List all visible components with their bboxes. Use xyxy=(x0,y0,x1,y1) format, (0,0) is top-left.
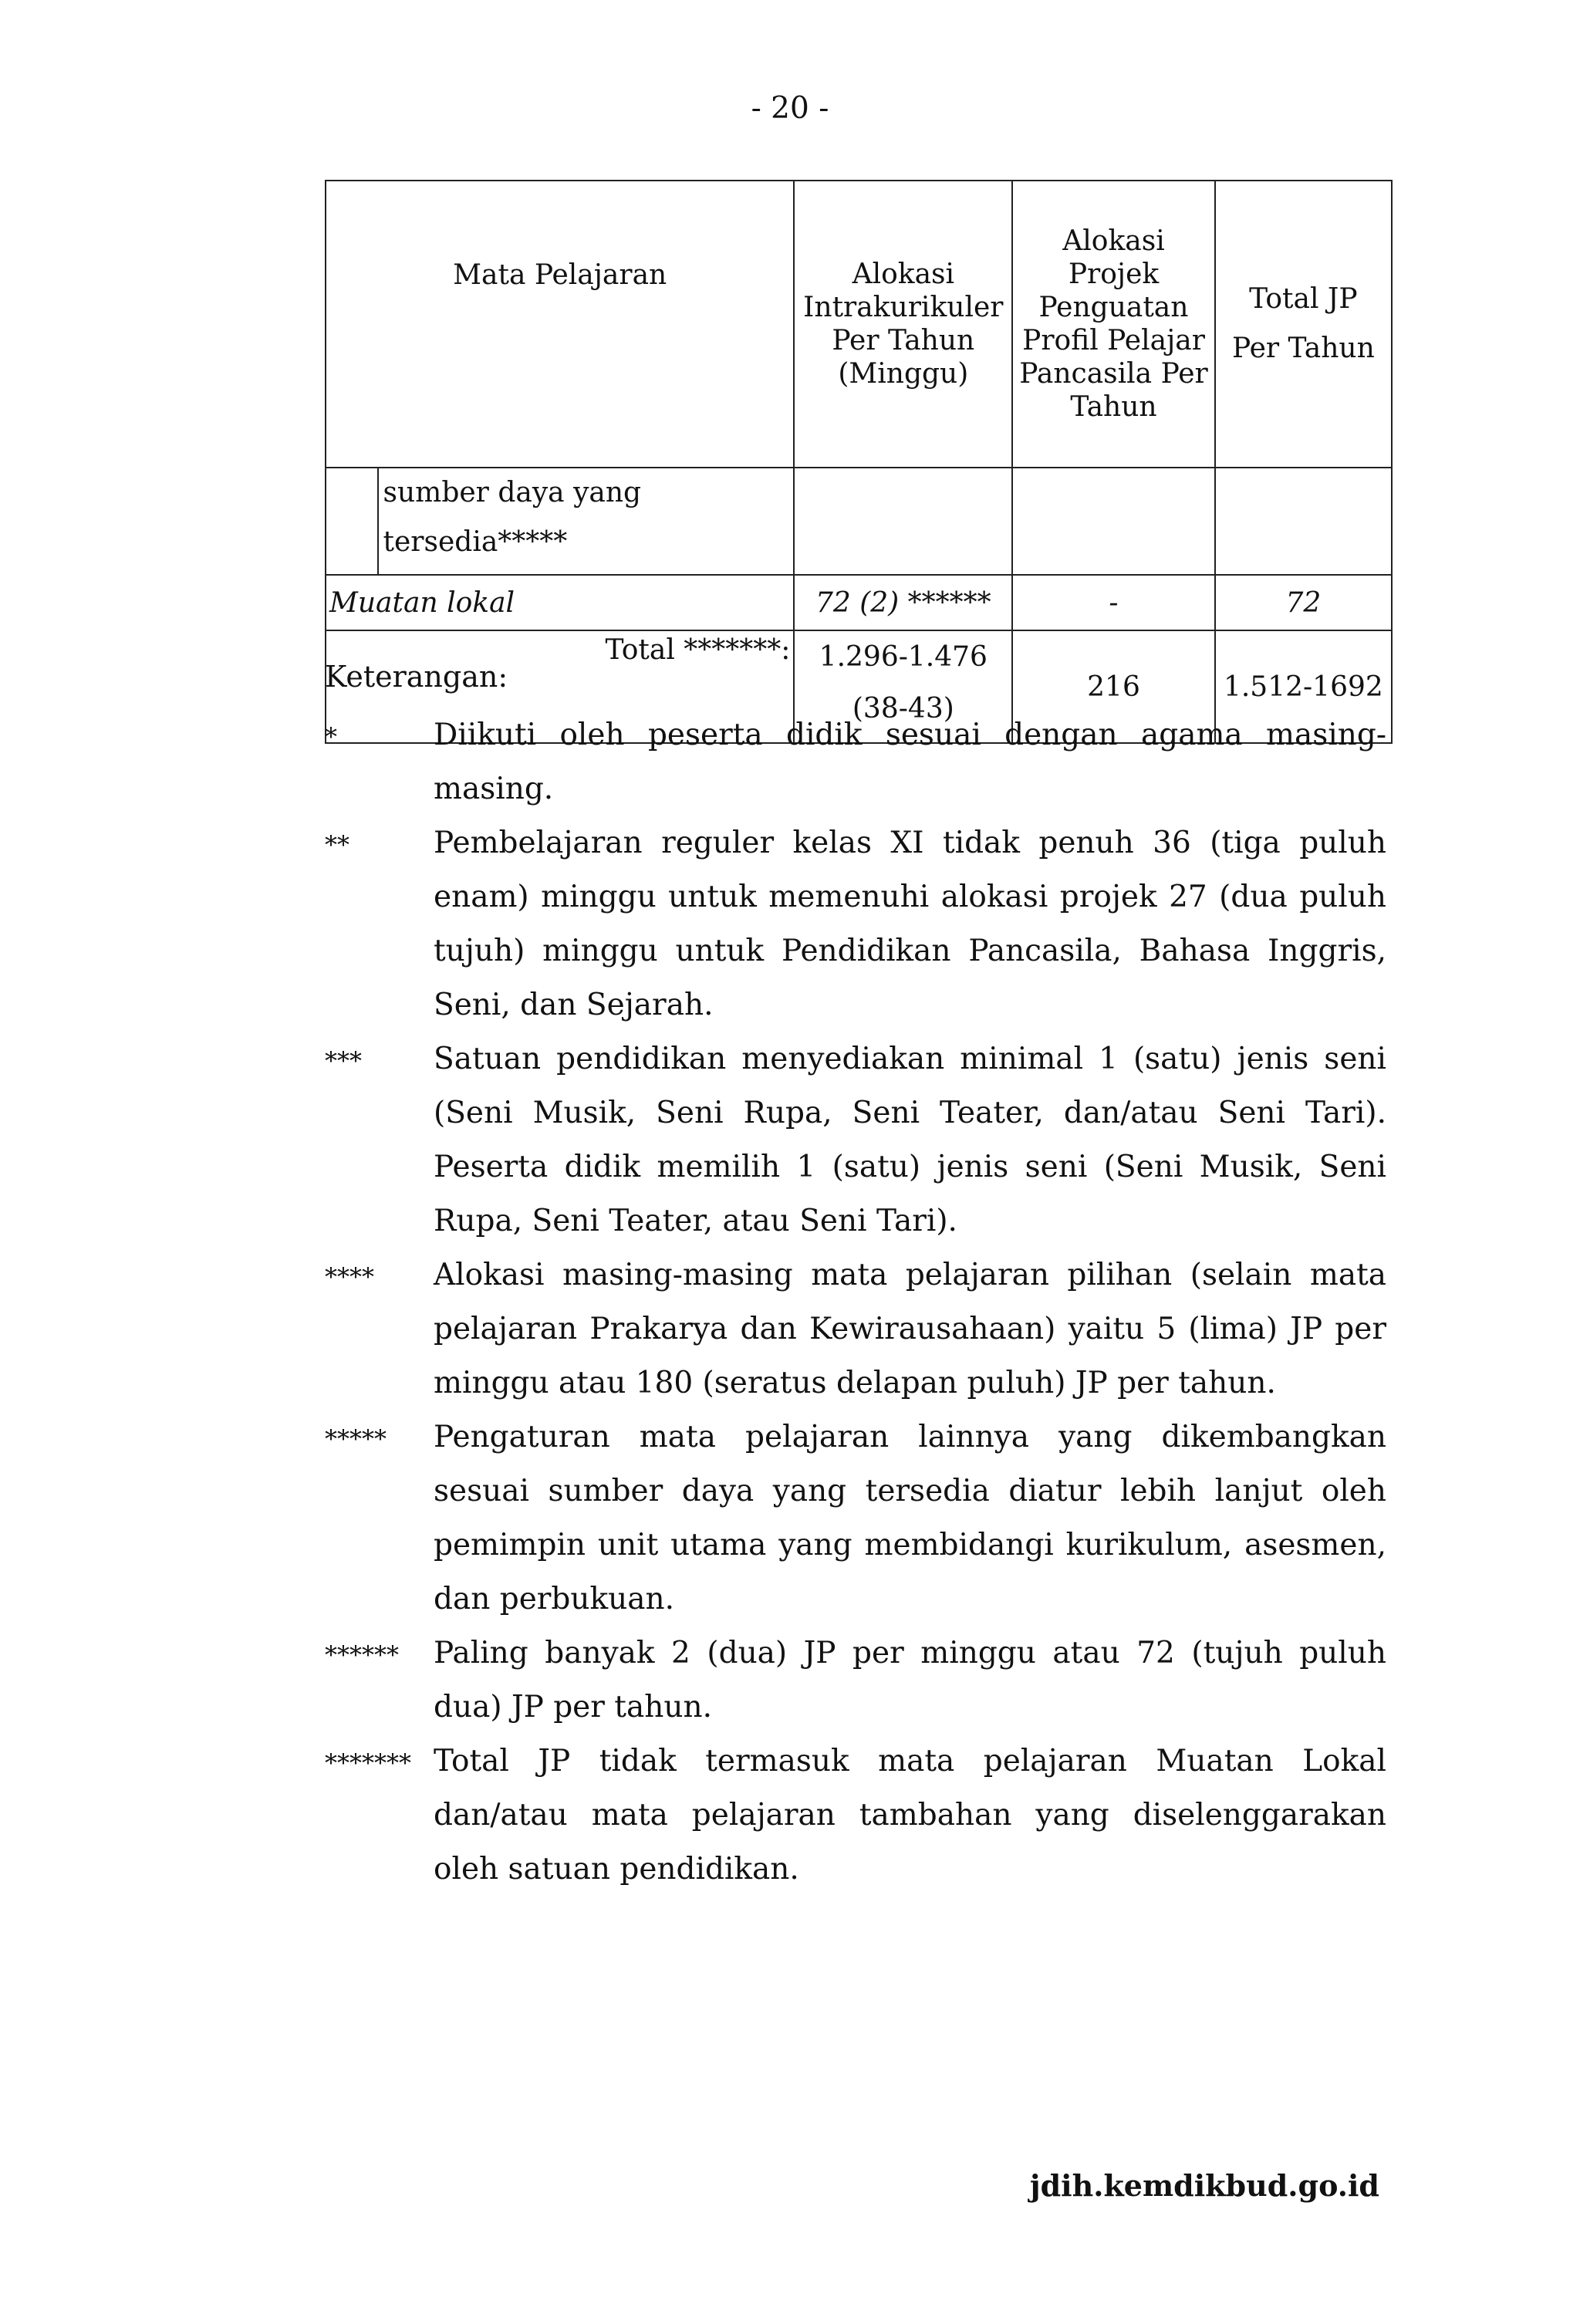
note-text: Diikuti oleh peserta didik sesuai dengan agama masing-masing. xyxy=(434,718,1386,806)
note-mark: ****** xyxy=(325,1640,399,1670)
note-mark: ***** xyxy=(325,1424,387,1454)
header-subject: Mata Pelajaran xyxy=(326,181,794,468)
note-item xyxy=(325,1735,1386,1897)
note-mark: ******* xyxy=(325,1748,411,1778)
note-text: Total JP tidak termasuk mata pelajaran Muatan Lokal dan/atau mata pelajaran tambahan yang diselenggarakan oleh satuan pendidikan. xyxy=(434,1744,1386,1887)
header-projek: Alokasi Projek Penguatan Profil Pelajar Pancasila Per Tahun xyxy=(1012,181,1215,468)
note-text: Pembelajaran reguler kelas XI tidak penuh 36 (tiga puluh enam) minggu untuk memenuhi alokasi projek 27 (dua puluh tujuh) minggu untuk Pendidikan Pancasila, Bahasa Inggris, Seni, dan Sejarah. xyxy=(434,826,1386,1022)
indent-cell xyxy=(326,468,378,575)
footer-url: jdih.kemdikbud.go.id xyxy=(1029,2168,1379,2203)
note-mark: * xyxy=(325,722,337,752)
note-item xyxy=(325,816,1386,1032)
note-text: Satuan pendidikan menyediakan minimal 1 (satu) jenis seni (Seni Musik, Seni Rupa, Seni Teater, dan/atau Seni Tari). Peserta didik memilih 1 (satu) jenis seni (Seni Musik, Seni Rupa, Seni Teater, atau Seni Tari). xyxy=(434,1042,1386,1238)
subject-cell: sumber daya yang tersedia***** xyxy=(378,468,795,575)
table-row xyxy=(326,468,1392,575)
subject-cell: Muatan lokal xyxy=(326,575,794,630)
notes-title: Keterangan: xyxy=(325,660,508,694)
note-text: Pengaturan mata pelajaran lainnya yang dikembangkan sesuai sumber daya yang tersedia diatur lebih lanjut oleh pemimpin unit utama yang membidangi kurikulum, asesmen, dan perbukuan. xyxy=(434,1420,1386,1616)
total-cell: 72 xyxy=(1215,575,1392,630)
total-cell xyxy=(1215,468,1392,575)
note-item xyxy=(325,1626,1386,1735)
table-header-row xyxy=(326,181,1392,468)
note-mark: *** xyxy=(325,1046,362,1076)
note-item xyxy=(325,1410,1386,1626)
note-item xyxy=(325,708,1386,816)
note-item xyxy=(325,1248,1386,1410)
note-text: Alokasi masing-masing mata pelajaran pilihan (selain mata pelajaran Prakarya dan Kewirausahaan) yaitu 5 (lima) JP per minggu atau 180 (seratus delapan puluh) JP per tahun. xyxy=(434,1258,1386,1400)
notes-list xyxy=(325,708,1386,1897)
intra-cell: 72 (2) ****** xyxy=(794,575,1012,630)
note-text: Paling banyak 2 (dua) JP per minggu atau 72 (tujuh puluh dua) JP per tahun. xyxy=(434,1636,1386,1724)
intra-cell xyxy=(794,468,1012,575)
total-label: Total *******: xyxy=(326,630,794,743)
header-total-jp: Total JP Per Tahun xyxy=(1215,181,1392,468)
projek-cell: - xyxy=(1012,575,1215,630)
intra-cell: 1.296-1.476 (38-43) xyxy=(794,630,1012,743)
note-item xyxy=(325,1032,1386,1248)
header-intrakurikuler: Alokasi Intrakurikuler Per Tahun (Minggu) xyxy=(794,181,1012,468)
page-number: - 20 - xyxy=(751,91,829,126)
total-cell: 1.512-1692 xyxy=(1215,630,1392,743)
table-row xyxy=(326,575,1392,630)
projek-cell: 216 xyxy=(1012,630,1215,743)
projek-cell xyxy=(1012,468,1215,575)
note-mark: **** xyxy=(325,1262,374,1292)
note-mark: ** xyxy=(325,830,349,860)
